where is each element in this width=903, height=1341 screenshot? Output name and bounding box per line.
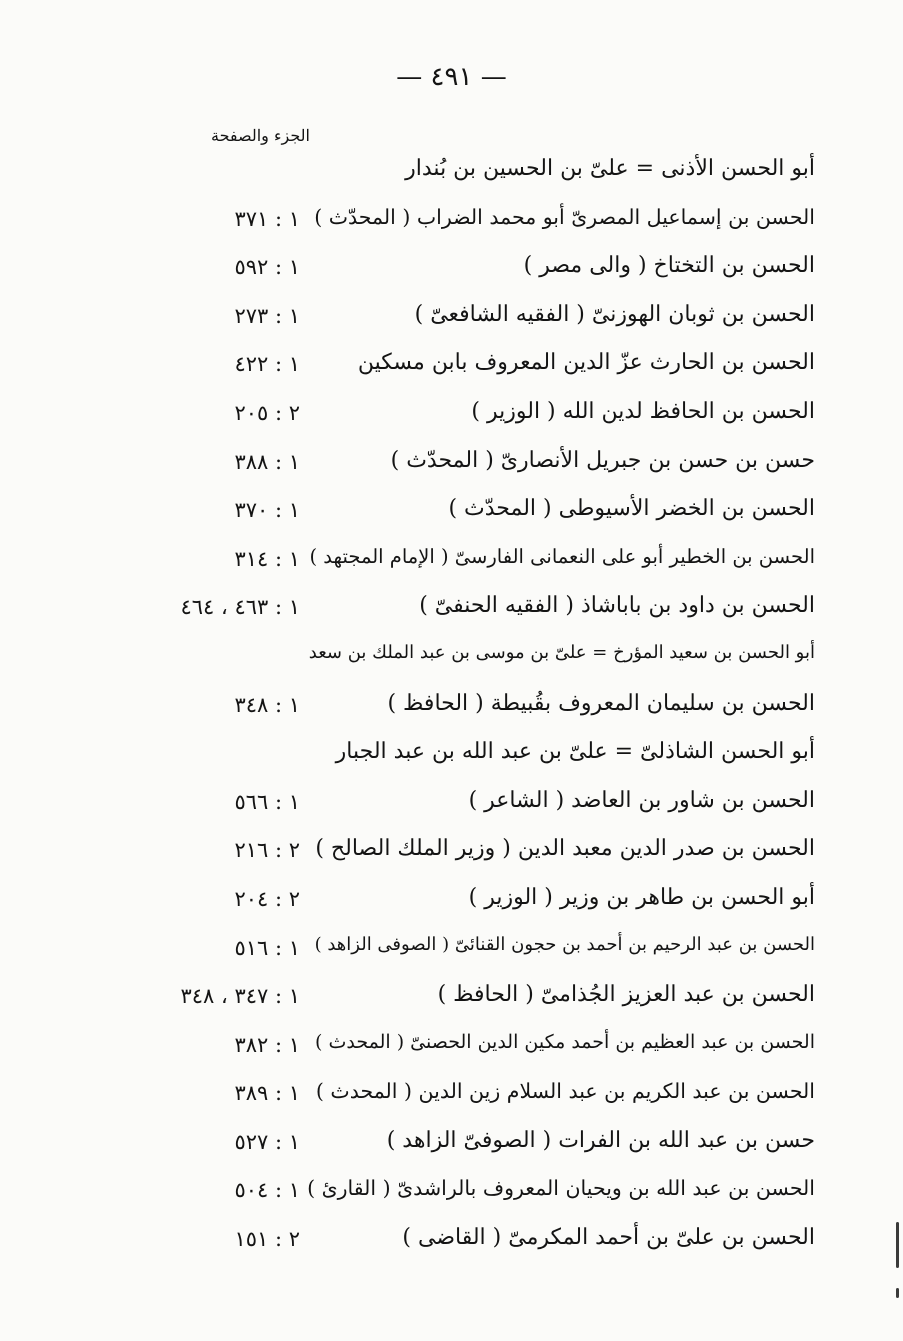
entry-reference: ١ : ٣٧٠ [234,498,300,523]
index-entry [0,587,903,636]
entry-name: الحسن بن علىّ بن أحمد المكرمىّ ( القاضى ) [402,1225,815,1251]
index-entry [0,199,903,248]
entry-name: حسن بن عبد الله بن الفرات ( الصوفىّ الزاهد ) [386,1127,815,1153]
index-entries [0,150,903,1268]
entry-reference: ٢ : ٢١٦ [234,838,300,863]
index-entry [0,782,903,831]
entry-reference: ٢ : ٢٠٥ [234,400,300,425]
index-entry [0,247,903,296]
index-entry [0,636,903,685]
entry-reference: ١ : ٣٤٨ [234,692,300,717]
entry-name: الحسن بن داود بن باباشاذ ( الفقيه الحنفىّ ) [419,593,815,619]
index-entry [0,296,903,345]
entry-reference: ١ : ٣٨٩ [234,1081,300,1106]
index-entry [0,1170,903,1219]
entry-name: الحسن بن عبد الكريم بن عبد السلام زين الدين ( المحدث ) [315,1079,815,1104]
entry-reference: ١ : ٣١٤ [234,546,300,571]
entry-name: أبو الحسن الأذنى = علىّ بن الحسين بن بُندار [405,156,815,181]
entry-reference: ١ : ٣٨٨ [234,449,300,474]
index-entry [0,150,903,199]
entry-reference: ١ : ٣٤٧ ، ٣٤٨ [180,984,300,1009]
scan-edge-mark [896,1222,899,1268]
index-entry [0,879,903,928]
entry-name: الحسن بن الحارث عزّ الدين المعروف بابن مسكين [357,350,815,376]
index-entry [0,1025,903,1074]
entry-reference: ١ : ٥٩٢ [234,255,300,280]
entry-name: الحسن بن شاور بن العاضد ( الشاعر ) [468,787,815,813]
index-entry [0,685,903,734]
index-entry [0,442,903,491]
index-entry [0,733,903,782]
entry-name: الحسن بن التختاخ ( والى مصر ) [523,253,815,279]
entry-name: أبو الحسن الشاذلىّ = علىّ بن عبد الله بن عبد الجبار [335,739,815,765]
index-entry [0,830,903,879]
index-entry [0,976,903,1025]
entry-name: أبو الحسن بن طاهر بن وزير ( الوزير ) [468,884,815,910]
index-entry [0,344,903,393]
entry-reference: ١ : ٥٠٤ [234,1178,300,1203]
page-number: — ٤٩١ — [396,62,507,92]
entry-name: أبو الحسن بن سعيد المؤرخ = علىّ بن موسى بن عبد الملك بن سعد [308,641,815,663]
entry-name: الحسن بن عبد الله بن ويحيان المعروف بالراشدىّ ( القارئ ) [307,1176,815,1201]
index-entry [0,1073,903,1122]
entry-reference: ١ : ٢٧٣ [234,303,300,328]
entry-reference: ١ : ٥١٦ [234,935,300,960]
entry-name: الحسن بن ثوبان الهوزنىّ ( الفقيه الشافعىّ ) [414,301,815,327]
entry-reference: ٢ : ٢٠٤ [234,886,300,911]
index-entry [0,1122,903,1171]
entry-reference: ٢ : ١٥١ [234,1227,300,1252]
entry-reference: ١ : ٣٨٢ [234,1032,300,1057]
entry-name: الحسن بن سليمان المعروف بقُبيطة ( الحافظ ) [387,690,815,716]
entry-name: الحسن بن عبد العظيم بن أحمد مكين الدين الحصنىّ ( المحدث ) [315,1030,815,1053]
entry-name: الحسن بن عبد العزيز الجُذامىّ ( الحافظ ) [437,982,815,1008]
entry-name: حسن بن حسن بن جبريل الأنصارىّ ( المحدّث ) [390,447,815,473]
index-entry [0,490,903,539]
index-entry [0,1219,903,1268]
entry-reference: ١ : ٥٢٧ [234,1129,300,1154]
entry-name: الحسن بن الخضر الأسيوطى ( المحدّث ) [448,496,815,522]
column-heading: الجزء والصفحة [210,126,310,145]
index-entry [0,393,903,442]
index-entry [0,928,903,977]
entry-reference: ١ : ٤٦٣ ، ٤٦٤ [180,595,300,620]
entry-reference: ١ : ٤٢٢ [234,352,300,377]
index-entry [0,539,903,588]
scan-edge-mark [896,1288,899,1298]
entry-name: الحسن بن الحافظ لدين الله ( الوزير ) [471,398,815,424]
entry-reference: ١ : ٥٦٦ [234,789,300,814]
entry-name: الحسن بن الخطير أبو على النعمانى الفارسىّ ( الإمام المجتهد ) [309,544,815,568]
entry-name: الحسن بن إسماعيل المصرىّ أبو محمد الضراب ( المحدّث ) [314,204,815,229]
entry-reference: ١ : ٣٧١ [234,206,300,231]
entry-name: الحسن بن عبد الرحيم بن أحمد بن حجون القنائىّ ( الصوفى الزاهد ) [314,933,815,955]
entry-name: الحسن بن صدر الدين معبد الدين ( وزير الملك الصالح ) [315,836,815,862]
